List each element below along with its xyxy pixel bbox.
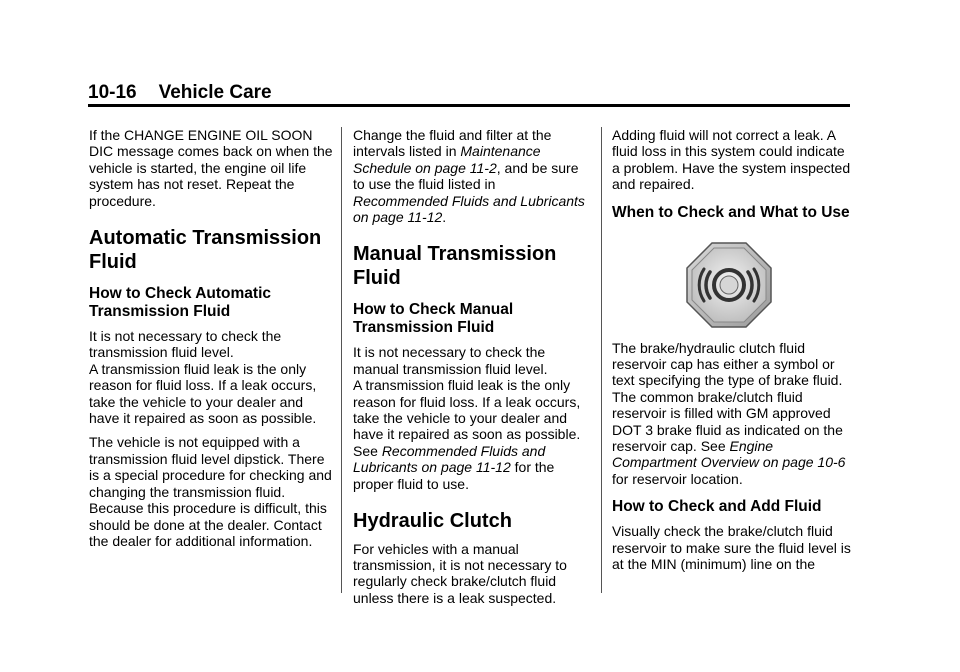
section-title: Vehicle Care — [158, 82, 272, 103]
heading-automatic-transmission-fluid: Automatic Transmission Fluid — [89, 227, 322, 273]
text-run: . — [442, 209, 447, 226]
paragraph-visually-check: Visually check the brake/clutch fluid reservoir to make sure the fluid level is at the MIN (minimum) line on the — [612, 523, 851, 573]
paragraph-no-need-to-check: It is not necessary to check the transmission fluid level. — [89, 328, 282, 361]
column-1 — [89, 127, 335, 549]
page-header — [88, 82, 272, 104]
heading-when-to-check: When to Check and What to Use — [612, 203, 850, 221]
column-3 — [612, 127, 852, 573]
header-rule — [88, 104, 850, 107]
heading-hydraulic-clutch: Hydraulic Clutch — [353, 510, 512, 533]
page-number: 10-16 — [88, 82, 137, 103]
cross-reference-maintenance-schedule[interactable]: Maintenance Schedule on page 11-2 — [353, 143, 541, 176]
cross-reference-recommended-fluids[interactable]: Recommended Fluids and Lubricants on page 11-12 — [353, 192, 585, 226]
text-run: A transmission fluid leak is the only reason for fluid loss. If a leak occurs, take the vehicle to your dealer and have it repaired as soon as possible. See — [353, 377, 581, 459]
paragraph-no-need-to-check-manual: It is not necessary to check the manual transmission fluid level. — [353, 344, 548, 377]
heading-check-manual-transmission-fluid: How to Check Manual Transmission Fluid — [353, 301, 514, 337]
paragraph-adding-fluid: Adding fluid will not correct a leak. A fluid loss in this system could indicate a problem. Have the system inspected and repaired. — [612, 127, 851, 193]
column-divider — [341, 127, 342, 593]
text-run: The brake/hydraulic clutch fluid reservoir cap has either a symbol or text specifying the type of brake fluid. The common brake/clutch fluid reservoir is filled with GM approved DOT 3 brake fluid as indicated on the reservoir cap. See — [612, 339, 843, 455]
text-run: for the proper fluid to use. — [353, 459, 555, 492]
text-run: for reservoir location. — [612, 470, 743, 487]
cross-reference-engine-compartment[interactable]: Engine Compartment Overview on page 10-6 — [612, 438, 846, 471]
paragraph-reservoir-cap — [612, 340, 852, 488]
brake-fluid-cap-icon — [686, 242, 772, 328]
paragraph-change-fluid — [353, 127, 593, 225]
column-divider — [601, 127, 602, 593]
text-run: Change the fluid and filter at the intervals listed in — [353, 127, 552, 160]
cross-reference-recommended-fluids[interactable]: Recommended Fluids and Lubricants on page 11-12 — [353, 442, 546, 476]
paragraph-no-dipstick: The vehicle is not equipped with a transmission fluid level dipstick. There is a special procedure for checking and changing the transmission fluid. Because this procedure is difficult, this should be done at the dealer. Contact the dealer for additional information. — [89, 434, 332, 549]
column-2 — [353, 127, 593, 606]
paragraph-clutch-fluid: For vehicles with a manual transmission, it is not necessary to regularly check brake/clutch fluid unless there is a leak suspected. — [353, 540, 567, 606]
heading-check-and-add-fluid: How to Check and Add Fluid — [612, 498, 822, 516]
heading-manual-transmission-fluid: Manual Transmission Fluid — [353, 243, 557, 289]
paragraph-fluid-leak: A transmission fluid leak is the only reason for fluid loss. If a leak occurs, take the vehicle to your dealer and have it repaired as soon as possible. — [89, 360, 317, 427]
paragraph-engine-oil-reset: If the CHANGE ENGINE OIL SOON DIC message comes back on when the vehicle is started, the engine oil life system has not reset. Repeat the procedure. — [89, 127, 333, 209]
heading-check-automatic-transmission-fluid: How to Check Automatic Transmission Fluid — [89, 285, 271, 321]
paragraph-manual-fluid-leak — [353, 377, 593, 492]
text-run: , and be sure to use the fluid listed in — [353, 159, 579, 193]
